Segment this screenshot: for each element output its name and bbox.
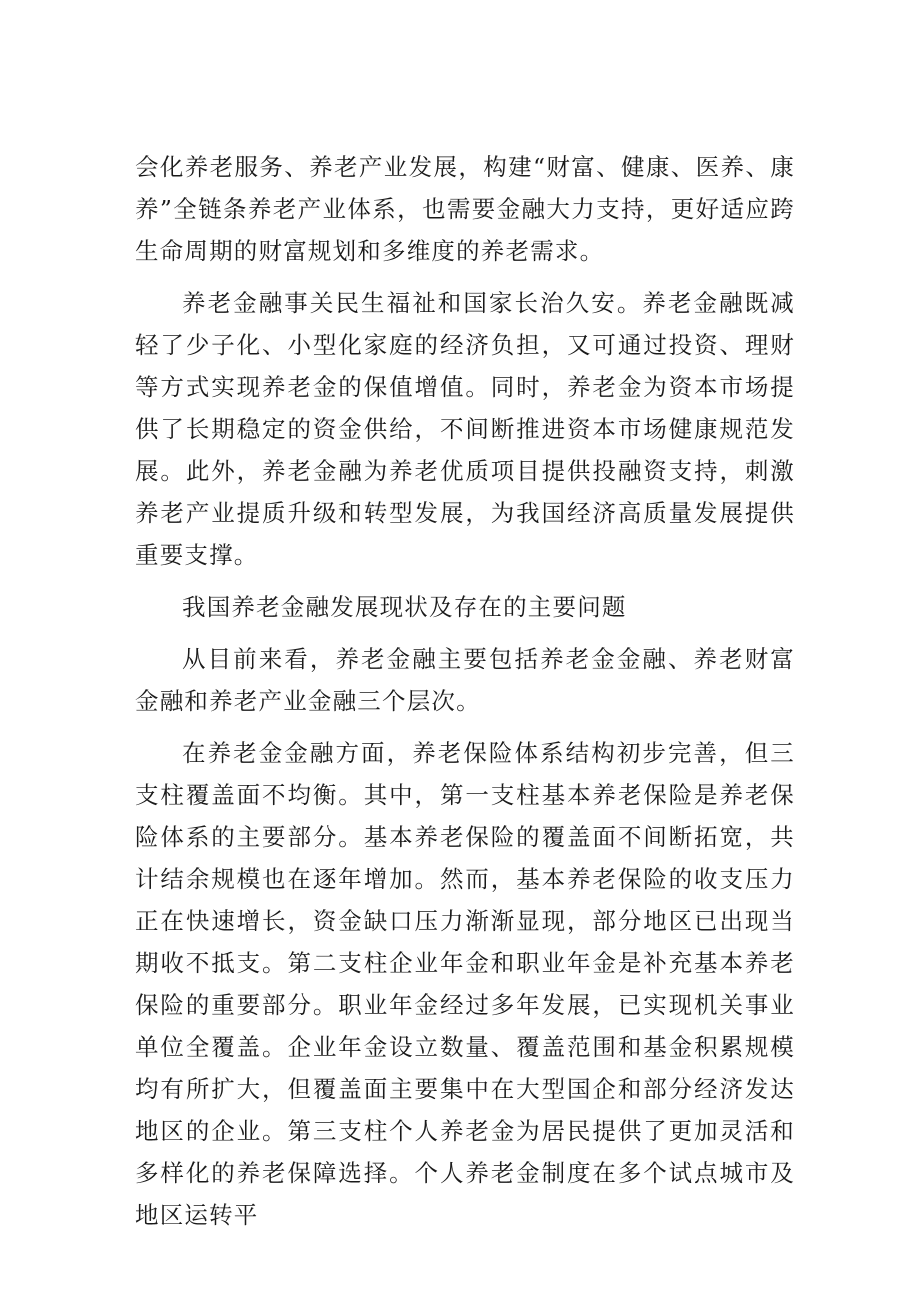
paragraph-4: 在养老金金融方面，养老保险体系结构初步完善，但三支柱覆盖面不均衡。其中，第一支柱基本养老保险是养老保险体系的主要部分。基本养老保险的覆盖面不间断拓宽，共计结余规模也在逐年增加。然而，基本养老保险的收支压力正在快速增长，资金缺口压力渐渐显现，部分地区已出现当期收不抵支。第二支柱企业年金和职业年金是补充基本养老保险的重要部分。职业年金经过多年发展，已实现机关事业单位全覆盖。企业年金设立数量、覆盖范围和基金积累规模均有所扩大，但覆盖面主要集中在大型国企和部分经济发达地区的企业。第三支柱个人养老金为居民提供了更加灵活和多样化的养老保障选择。个人养老金制度在多个试点城市及地区运转平 [135,739,795,1229]
document-body [135,146,795,1246]
paragraph-2: 养老金融事关民生福祉和国家长治久安。养老金融既减轻了少子化、小型化家庭的经济负担，又可通过投资、理财等方式实现养老金的保值增值。同时，养老金为资本市场提供了长期稳定的资金供给，不间断推进资本市场健康规范发展。此外，养老金融为养老优质项目提供投融资支持，刺激养老产业提质升级和转型发展，为我国经济高质量发展提供重要支撑。 [135,289,795,569]
paragraph-3: 从目前来看，养老金融主要包括养老金金融、养老财富金融和养老产业金融三个层次。 [135,645,795,715]
section-heading: 我国养老金融发展现状及存在的主要问题 [182,593,627,621]
paragraph-1: 会化养老服务、养老产业发展，构建“财富、健康、医养、康养”全链条养老产业体系，也需要金融大力支持，更好适应跨生命周期的财富规划和多维度的养老需求。 [135,153,795,265]
